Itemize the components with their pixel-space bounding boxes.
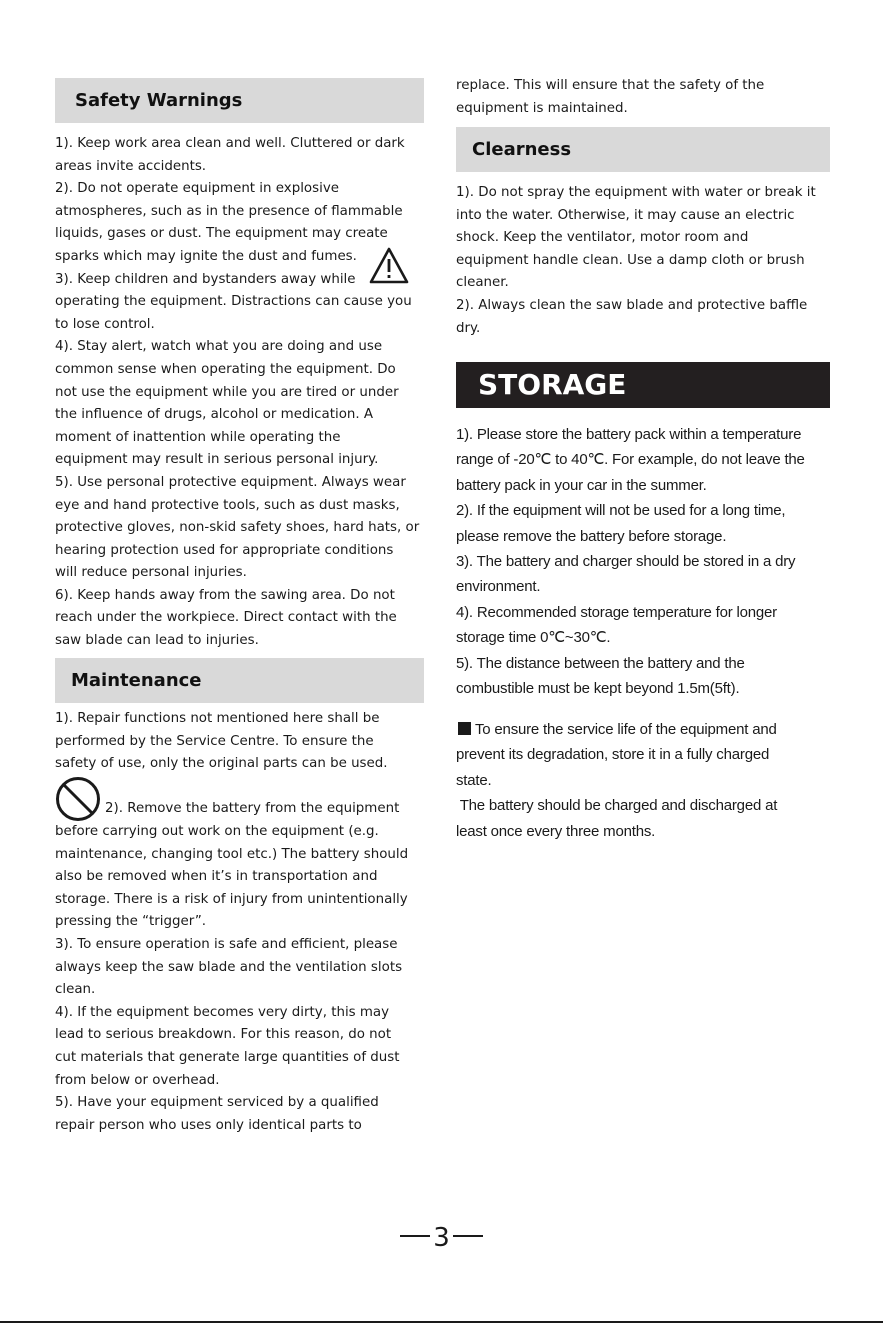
text-line: always keep the saw blade and the ventilation slots	[55, 959, 403, 975]
text-line: 3). To ensure operation is safe and efficient, please	[55, 936, 398, 952]
maintenance-title: Maintenance	[71, 670, 202, 691]
text-line: common sense when operating the equipment. Do	[55, 361, 396, 377]
storage-title: STORAGE	[478, 368, 627, 401]
text-line: also be removed when it’s in transportation and	[55, 869, 378, 885]
text-line: liquids, gases or dust. The equipment may create	[55, 226, 388, 242]
footer-dash	[400, 1235, 430, 1237]
text-line: equipment may result in serious personal injury.	[55, 452, 379, 468]
text-line: cut materials that generate large quantities of dust	[55, 1049, 400, 1065]
text-line: atmospheres, such as in the presence of flammable	[55, 203, 403, 219]
text-line: 2). Always clean the saw blade and protective baffle	[456, 297, 808, 313]
text-line: replace. This will ensure that the safety of the	[456, 78, 765, 93]
storage-note	[456, 717, 830, 844]
text-line: sparks which may ignite the dust and fumes.	[55, 248, 357, 264]
text-line: 1). Please store the battery pack within a temperature	[456, 426, 802, 443]
text-line: combustible must be kept beyond 1.5m(5ft).	[456, 680, 740, 698]
text-line: 1). Keep work area clean and well. Cluttered or dark	[55, 136, 405, 151]
text-line: storage time 0℃~30℃.	[456, 629, 611, 647]
text-line: shock. Keep the ventilator, motor room and	[456, 230, 749, 246]
maintenance-header	[55, 658, 424, 703]
text-line: 5). Have your equipment serviced by a qualified	[55, 1095, 379, 1111]
text-line: will reduce personal injuries.	[55, 565, 247, 581]
text-line: areas invite accidents.	[55, 158, 207, 174]
text-line: moment of inattention while operating the	[55, 429, 341, 445]
clearness-title: Clearness	[472, 139, 572, 160]
footer-dash	[453, 1235, 483, 1237]
text-line: reach under the workpiece. Direct contact with the	[55, 610, 397, 626]
text-line: The battery should be charged and discharged at	[456, 797, 778, 815]
text-line: the influence of drugs, alcohol or medication. A	[55, 407, 374, 423]
text-line	[456, 717, 830, 742]
text-line: 6). Keep hands away from the sawing area. Do not	[55, 587, 395, 603]
text-line: from below or overhead.	[55, 1072, 220, 1088]
page-footer	[0, 1223, 883, 1253]
text-line: 4). Recommended storage temperature for longer	[456, 603, 777, 621]
text-line: not use the equipment while you are tired or under	[55, 384, 399, 400]
warning-triangle-icon	[369, 247, 409, 285]
text-line: into the water. Otherwise, it may cause an electric	[456, 207, 795, 223]
text-line: prevent its degradation, store it in a fully charged	[456, 746, 770, 764]
text-line: 3). Keep children and bystanders away while	[55, 271, 356, 287]
square-bullet-icon	[458, 722, 471, 735]
text-line: 1). Do not spray the equipment with water or break it	[456, 185, 816, 200]
text-line: please remove the battery before storage.	[456, 527, 727, 545]
prohibition-icon	[55, 776, 101, 822]
storage-header	[456, 362, 830, 408]
text-line: environment.	[456, 578, 541, 596]
clearness-text	[456, 182, 830, 340]
text-line: 2). Remove the battery from the equipment	[105, 801, 400, 817]
text-line: before carrying out work on the equipment (e.g.	[55, 823, 379, 839]
text-line: eye and hand protective tools, such as dust masks,	[55, 497, 400, 513]
text-line: storage. There is a risk of injury from unintentionally	[55, 891, 408, 907]
text-line: clean.	[55, 982, 96, 998]
text-line: 5). The distance between the battery and the	[456, 654, 745, 672]
text-line: 2). Do not operate equipment in explosive	[55, 181, 339, 197]
safety-warnings-text	[55, 133, 424, 653]
text-line: cleaner.	[456, 275, 509, 291]
safety-warnings-title: Safety Warnings	[75, 90, 243, 111]
text-line: 2). If the equipment will not be used for a long time,	[456, 502, 786, 520]
text-line: equipment handle clean. Use a damp cloth or brush	[456, 252, 805, 268]
text-line: 4). Stay alert, watch what you are doing and use	[55, 339, 383, 355]
storage-text	[456, 422, 830, 701]
text-line: protective gloves, non-skid safety shoes, hard hats, or	[55, 520, 420, 536]
text-line: 1). Repair functions not mentioned here shall be	[55, 711, 380, 726]
page-bottom-rule	[0, 1321, 883, 1323]
page-number: 3	[433, 1223, 450, 1253]
text-line: state.	[456, 771, 492, 789]
maintenance-text	[55, 708, 424, 1137]
text-line: range of -20℃ to 40℃. For example, do not leave the	[456, 451, 805, 469]
text-line: safety of use, only the original parts can be used.	[55, 756, 388, 772]
maintenance-continued-text	[456, 75, 830, 120]
text-line: 3). The battery and charger should be stored in a dry	[456, 553, 796, 571]
text-line: least once every three months.	[456, 822, 656, 840]
text-line: battery pack in your car in the summer.	[456, 476, 707, 494]
safety-warnings-header	[55, 78, 424, 123]
text-line: operating the equipment. Distractions can cause you	[55, 294, 412, 310]
text-line: saw blade can lead to injuries.	[55, 633, 259, 649]
text-line: repair person who uses only identical parts to	[55, 1117, 362, 1133]
text-line: dry.	[456, 320, 481, 336]
text-line: maintenance, changing tool etc.) The battery should	[55, 846, 409, 862]
note-line: To ensure the service life of the equipment and	[475, 721, 777, 738]
text-line: pressing the “trigger”.	[55, 914, 207, 930]
text-line	[55, 776, 424, 799]
text-line: 5). Use personal protective equipment. Always wear	[55, 474, 406, 490]
text-line: 4). If the equipment becomes very dirty, this may	[55, 1004, 390, 1020]
text-line: performed by the Service Centre. To ensure the	[55, 733, 374, 749]
text-line: to lose control.	[55, 316, 155, 332]
text-line: lead to serious breakdown. For this reason, do not	[55, 1027, 392, 1043]
text-line: hearing protection used for appropriate conditions	[55, 542, 394, 558]
text-line: equipment is maintained.	[456, 100, 628, 116]
clearness-header	[456, 127, 830, 172]
